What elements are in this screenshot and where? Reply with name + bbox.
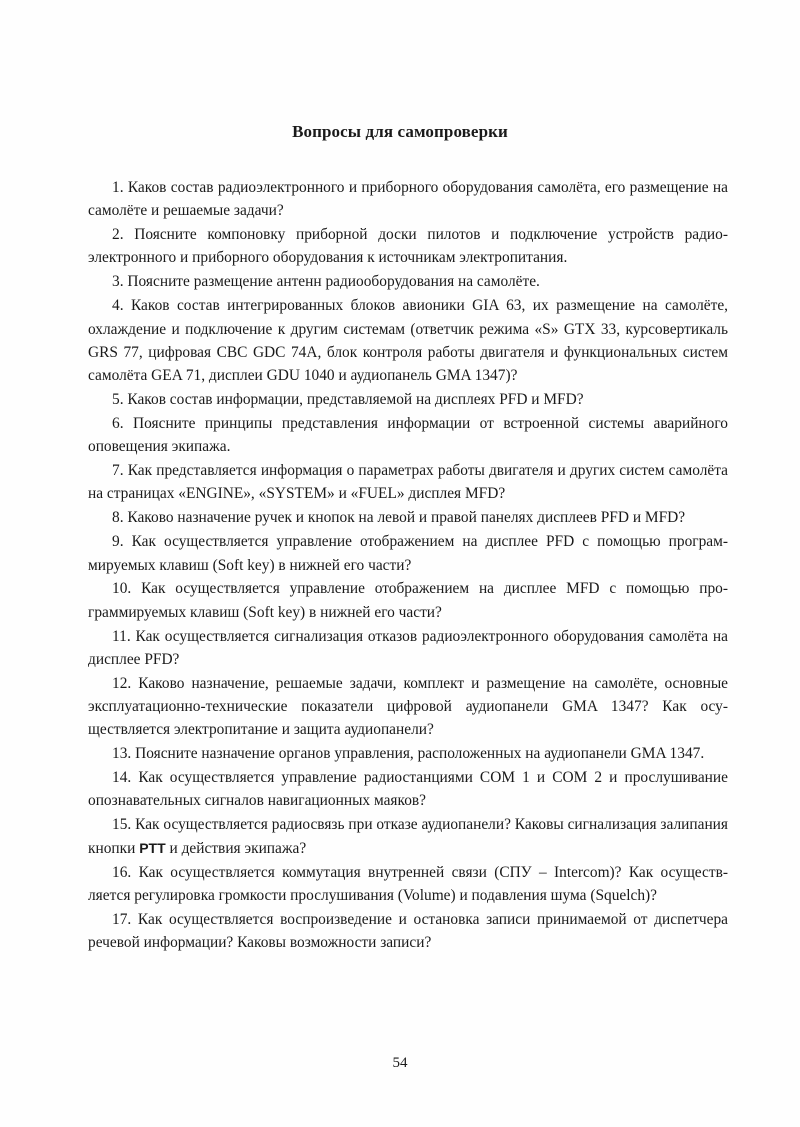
question-item — [88, 672, 728, 742]
question-number: 15. — [112, 816, 132, 834]
question-number: 5. — [112, 391, 124, 409]
question-number: 1. — [112, 179, 124, 196]
question-item — [88, 270, 728, 293]
question-text: Каков состав информации, представляемой на дисплеях PFD и MFD? — [127, 391, 584, 409]
question-text: Как осуществляется управление радиостанциями COM 1 и COM 2 и прослушивание опознавательных сигналов навигационных маяков? — [88, 769, 728, 810]
question-item — [88, 506, 728, 529]
question-text: Как осуществляется радиосвязь при отказе аудиопанели? Каковы сигнализация залипания кнопки — [88, 816, 728, 857]
question-text: Поясните компоновку приборной доски пилотов и подключение устройств радиоэлектронного и приборного оборудования к источникам электропитания. — [88, 226, 728, 267]
question-number: 9. — [112, 533, 124, 551]
question-text: Поясните принципы представления информации от встроенной системы аварийного оповещения экипажа. — [88, 414, 728, 456]
question-number: 8. — [112, 509, 124, 527]
question-number: 4. — [112, 297, 124, 315]
question-number: 13. — [112, 745, 132, 763]
question-text: Каково назначение ручек и кнопок на левой и правой панелях дисплеев PFD и MFD? — [127, 509, 686, 527]
question-number: 14. — [112, 769, 132, 787]
question-text: и действия экипажа? — [165, 839, 307, 857]
question-number: 11. — [112, 627, 131, 645]
question-item — [88, 742, 728, 765]
ptt-button-label: PTT — [139, 839, 166, 856]
question-text: Каков состав интегрированных блоков авионики GIA 63, их размещение на самолёте, охлаждение и подключение к другим системам (ответчик режима «S» GTX 33, курсовертикаль GRS 77, цифровая СВС GDC 74A, блок контроля работы двигателя и функциональных систем самолёта GEA 71, дисплеи GDU 1040 и аудиопанель GMA 1347)? — [88, 297, 728, 385]
question-item — [88, 530, 728, 577]
question-item — [88, 861, 728, 908]
question-number: 10. — [112, 580, 132, 598]
question-number: 16. — [112, 863, 132, 881]
question-item — [88, 908, 728, 955]
question-text: Как представляется информация о параметрах работы двигателя и других систем самолёта на страницах «ENGINE», «SYSTEM» и «FUEL» дисплея MFD? — [88, 462, 728, 503]
question-number: 12. — [112, 674, 132, 692]
question-item — [88, 625, 728, 672]
question-text: Каков состав радиоэлектронного и приборного оборудования самолёта, его размещение на самолёте и решаемые задачи? — [88, 179, 728, 220]
question-item — [88, 412, 728, 459]
question-text: Поясните размещение антенн радиооборудования на самолёте. — [127, 273, 540, 291]
question-text: Каково назначение, решаемые задачи, комплект и размещение на самолёте, основные эксплуатационно-технические показатели цифровой аудиопанели GMA 1347? Как осуществляется электропитание и защита аудиопанели? — [88, 674, 728, 739]
question-item — [88, 766, 728, 813]
question-text: Как осуществляется сигнализация отказов радиоэлектронного оборудования самолёта на дисплее PFD? — [88, 627, 728, 668]
question-text: Поясните назначение органов управления, расположенных на аудиопанели GMA 1347. — [135, 745, 705, 763]
question-number: 3. — [112, 273, 124, 291]
question-text: Как осуществляется управление отображением на дисплее MFD с помощью программируемых клавиш (Soft key) в нижней его части? — [88, 580, 728, 621]
page-number: 54 — [392, 1055, 408, 1071]
question-number: 2. — [112, 226, 124, 244]
question-item — [88, 294, 728, 387]
question-list — [88, 176, 728, 955]
question-item — [88, 176, 728, 223]
question-item — [88, 388, 728, 411]
question-text: Как осуществляется управление отображением на дисплее PFD с помощью программируемых клавиш (Soft key) в нижней его части? — [88, 533, 728, 574]
question-item — [88, 223, 728, 270]
question-item — [88, 577, 728, 624]
question-number: 17. — [112, 910, 132, 928]
question-item — [88, 813, 728, 860]
question-item — [88, 459, 728, 506]
question-text: Как осуществляется коммутация внутренней связи (СПУ – Intercom)? Как осуществляется регулировка громкости прослушивания (Volume) и подавления шума (Squelch)? — [88, 863, 728, 904]
question-text: Как осуществляется воспроизведение и остановка записи принимаемой от диспетчера речевой информации? Каковы возможности записи? — [88, 910, 728, 951]
question-number: 7. — [112, 462, 124, 480]
question-number: 6. — [112, 414, 124, 432]
page-title: Вопросы для самопроверки — [292, 122, 508, 141]
